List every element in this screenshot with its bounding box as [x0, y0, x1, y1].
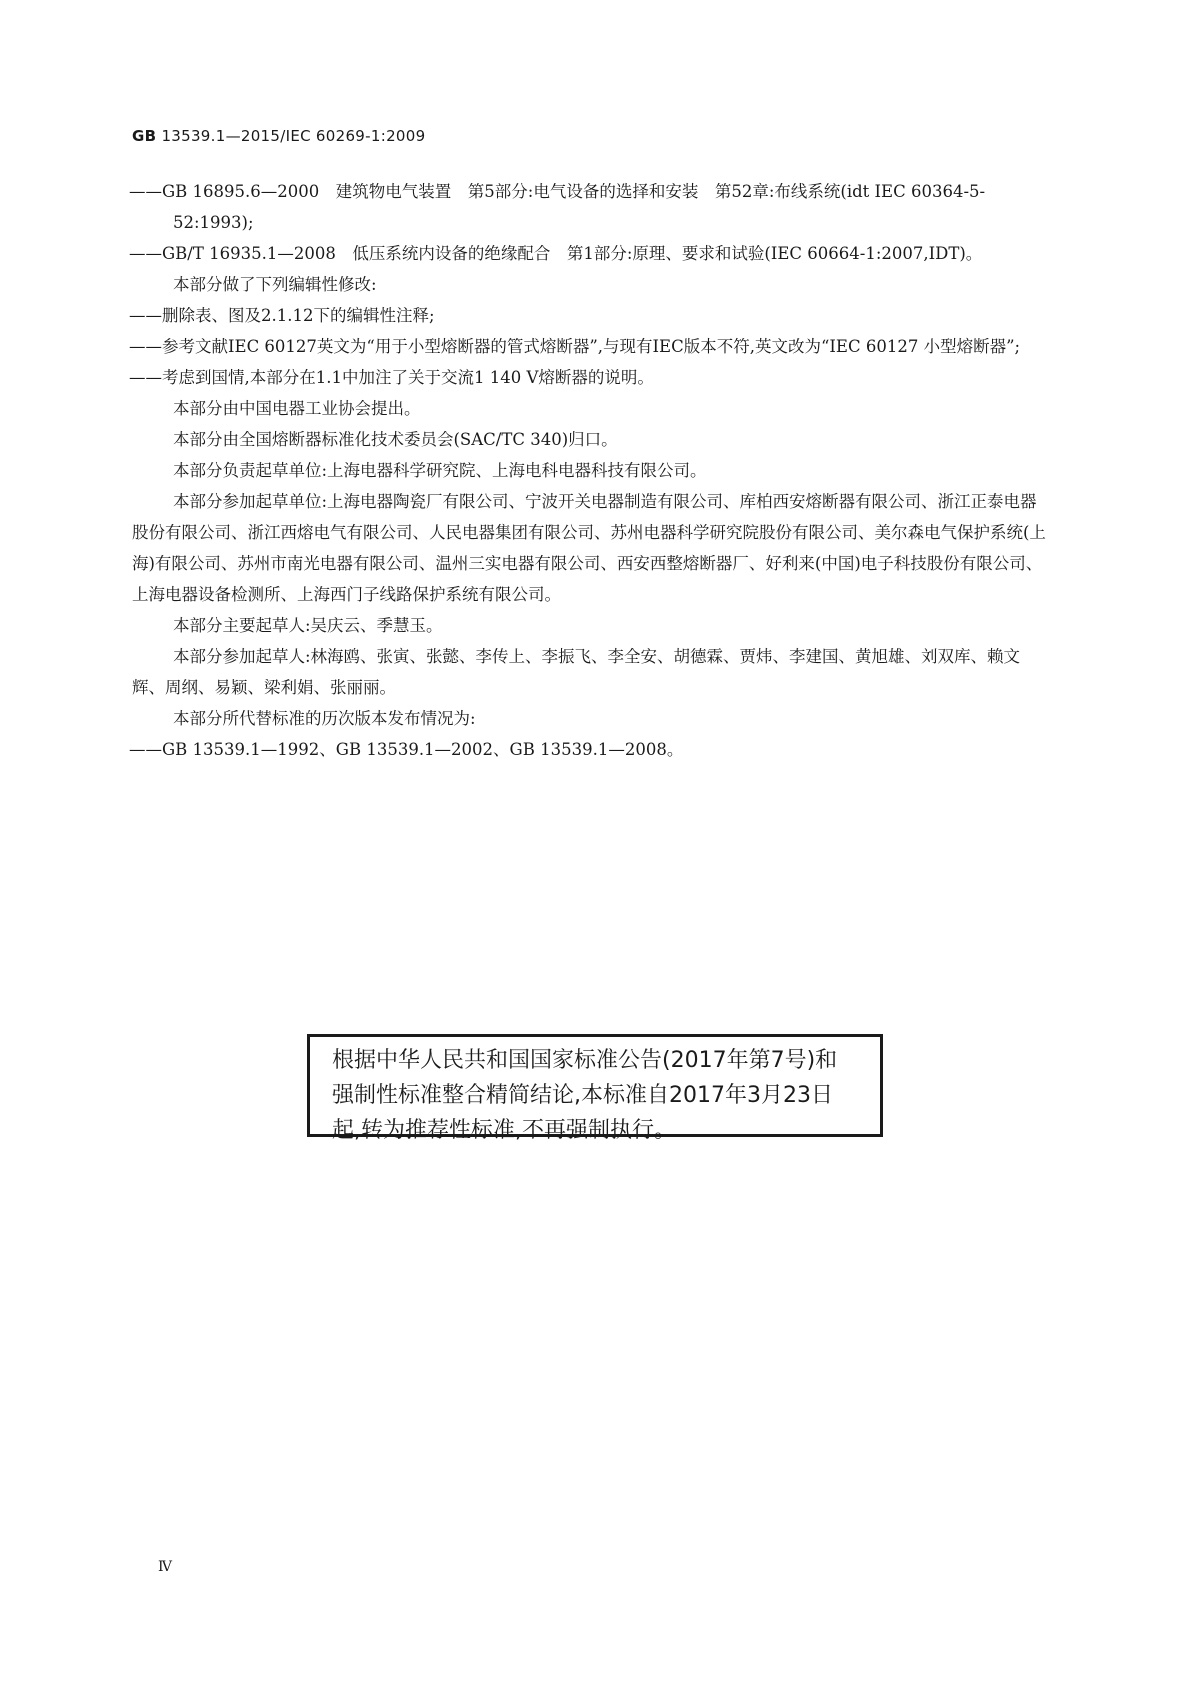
reference-item: ——GB/T 16935.1—2008 低压系统内设备的绝缘配合 第1部分:原理、要求和试验(IEC 60664-1:2007,IDT)。: [129, 244, 983, 263]
document-header: [132, 127, 425, 145]
body-paragraph: 本部分负责起草单位:上海电器科学研究院、上海电科电器科技有限公司。: [173, 461, 707, 480]
notice-text: 根据中华人民共和国国家标准公告(2017年第7号)和强制性标准整合精简结论,本标准自2017年3月23日起,转为推荐性标准,不再强制执行。: [332, 1048, 838, 1143]
document-body: [129, 176, 1053, 765]
body-paragraph: 本部分由中国电器工业协会提出。: [173, 399, 421, 418]
reference-item: ——GB 16895.6—2000 建筑物电气装置 第5部分:电气设备的选择和安装 第52章:布线系统(idt IEC 60364-5-52:1993);: [129, 182, 986, 232]
standard-code: 13539.1—2015/IEC 60269-1:2009: [161, 127, 426, 145]
body-paragraph: 本部分做了下列编辑性修改:: [173, 275, 377, 294]
modification-item: ——删除表、图及2.1.12下的编辑性注释;: [129, 306, 435, 325]
standard-prefix: GB: [132, 127, 157, 145]
previous-version-item: ——GB 13539.1—1992、GB 13539.1—2002、GB 13539.1—2008。: [129, 740, 684, 759]
body-paragraph: 本部分参加起草人:林海鸥、张寅、张懿、李传上、李振飞、李全安、胡德霖、贾炜、李建国、黄旭雄、刘双库、赖文辉、周纲、易颖、梁利娟、张丽丽。: [132, 647, 1021, 697]
modification-item: ——参考文献IEC 60127英文为“用于小型熔断器的管式熔断器”,与现有IEC版本不符,英文改为“IEC 60127 小型熔断器”;: [129, 337, 1021, 356]
page-number: Ⅳ: [158, 1559, 172, 1575]
body-paragraph: 本部分参加起草单位:上海电器陶瓷厂有限公司、宁波开关电器制造有限公司、库柏西安熔断器有限公司、浙江正泰电器股份有限公司、浙江西熔电气有限公司、人民电器集团有限公司、苏州电器科学研究院股份有限公司、美尔森电气保护系统(上海)有限公司、苏州市南光电器有限公司、温州三实电器有限公司、西安西整熔断器厂、好利来(中国)电子科技股份有限公司、上海电器设备检测所、上海西门子线路保护系统有限公司。: [132, 492, 1046, 604]
body-paragraph: 本部分主要起草人:吴庆云、季慧玉。: [173, 616, 443, 635]
notice-box: [307, 1034, 883, 1143]
body-paragraph: 本部分所代替标准的历次版本发布情况为:: [173, 709, 476, 728]
modification-item: ——考虑到国情,本部分在1.1中加注了关于交流1 140 V熔断器的说明。: [129, 368, 654, 387]
body-paragraph: 本部分由全国熔断器标准化技术委员会(SAC/TC 340)归口。: [173, 430, 618, 449]
